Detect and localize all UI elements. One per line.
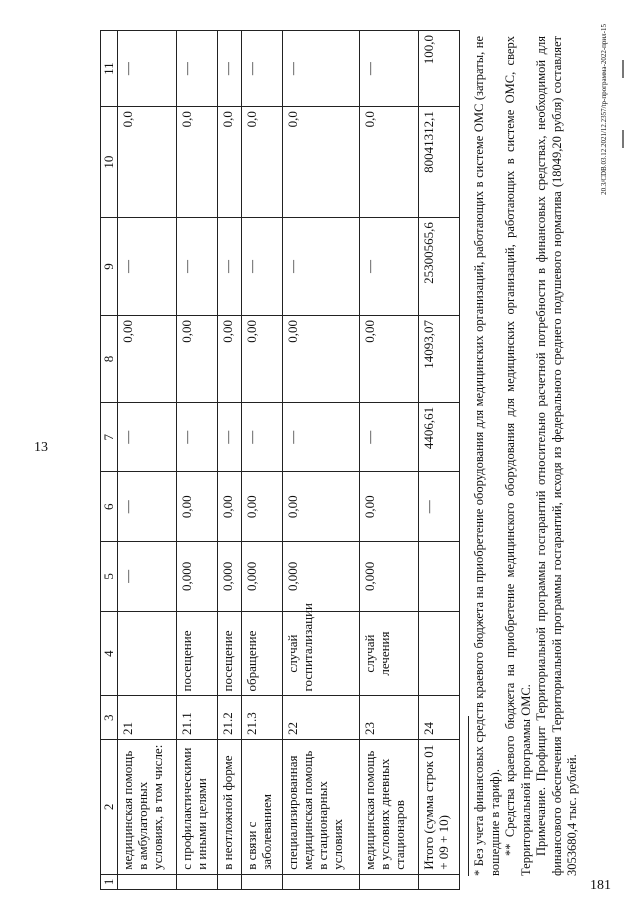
margin-mark: [622, 130, 624, 148]
value-cell: 0,00: [241, 315, 282, 402]
row-label: в неотложной форме: [218, 739, 242, 874]
data-table: [100, 30, 460, 890]
value-cell: —: [359, 402, 418, 472]
value-cell: —: [283, 402, 360, 472]
value-cell: 0,0: [176, 107, 217, 218]
value-cell: 0,000: [218, 542, 242, 612]
value-cell: [418, 542, 459, 612]
unit-cell: [418, 611, 459, 696]
unit-cell: [118, 611, 177, 696]
value-cell: 0,00: [176, 315, 217, 402]
value-cell: —: [218, 31, 242, 107]
value-cell: 14093,07: [418, 315, 459, 402]
value-cell: —: [218, 402, 242, 472]
header-cell: 6: [101, 472, 118, 542]
page-number-bottom: 181: [590, 878, 611, 893]
value-cell: —: [176, 31, 217, 107]
table-row: [241, 31, 282, 890]
header-cell: 8: [101, 315, 118, 402]
document-code: 20.3/CDB.03.12.2021/12.2357/tp-программа-2022-прил-15: [600, 24, 608, 195]
header-cell: 1: [101, 874, 118, 889]
header-cell: 5: [101, 542, 118, 612]
margin-mark: [622, 60, 624, 78]
value-cell: 4406,61: [418, 402, 459, 472]
value-cell: 0,00: [176, 472, 217, 542]
value-cell: —: [118, 402, 177, 472]
value-cell: —: [118, 472, 177, 542]
value-cell: —: [283, 218, 360, 316]
total-row: [418, 31, 459, 890]
unit-cell: обращение: [241, 611, 282, 696]
footnote-rule: [468, 716, 469, 876]
unit-cell: посещение: [218, 611, 242, 696]
value-cell: 0,000: [283, 542, 360, 612]
row-label: медицинская помощь в условиях дневных стационаров: [359, 739, 418, 874]
value-cell: 0,00: [283, 315, 360, 402]
value-cell: 0,00: [359, 315, 418, 402]
value-cell: 0,00: [218, 315, 242, 402]
value-cell: 0,000: [241, 542, 282, 612]
value-cell: —: [359, 218, 418, 316]
header-cell: 9: [101, 218, 118, 316]
value-cell: —: [359, 31, 418, 107]
table-row: [359, 31, 418, 890]
table-row: [283, 31, 360, 890]
value-cell: 0,0: [283, 107, 360, 218]
header-cell: 2: [101, 739, 118, 874]
value-cell: 0,00: [241, 472, 282, 542]
value-cell: 0,00: [118, 315, 177, 402]
table-row: [176, 31, 217, 890]
value-cell: —: [176, 218, 217, 316]
value-cell: —: [118, 542, 177, 612]
value-cell: —: [218, 218, 242, 316]
row-code: 23: [359, 696, 418, 739]
value-cell: 0,000: [176, 542, 217, 612]
unit-cell: случай госпитализации: [283, 611, 360, 696]
table-row: [118, 31, 177, 890]
unit-cell: случай лечения: [359, 611, 418, 696]
value-cell: —: [118, 31, 177, 107]
row-code: 24: [418, 696, 459, 739]
row-label: с профилактическими и иными целями: [176, 739, 217, 874]
table-row: [218, 31, 242, 890]
header-cell: 11: [101, 31, 118, 107]
unit-cell: посещение: [176, 611, 217, 696]
value-cell: —: [241, 218, 282, 316]
value-cell: 80041312,1: [418, 107, 459, 218]
value-cell: 0,000: [359, 542, 418, 612]
value-cell: 0,0: [218, 107, 242, 218]
value-cell: 0,0: [118, 107, 177, 218]
footnote: ** Средства краевого бюджета на приобретение медицинского оборудования для медицинских организаций, работающих в системе ОМС, сверх Территориальной программы ОМС.: [503, 36, 533, 876]
header-cell: 7: [101, 402, 118, 472]
header-cell: 10: [101, 107, 118, 218]
row-code: 22: [283, 696, 360, 739]
value-cell: 0,0: [241, 107, 282, 218]
value-cell: 0,00: [218, 472, 242, 542]
value-cell: 0,00: [359, 472, 418, 542]
footnotes: [472, 36, 581, 876]
value-cell: 25300565,6: [418, 218, 459, 316]
rotated-content: [100, 24, 620, 890]
value-cell: 0,00: [283, 472, 360, 542]
row-code: 21.1: [176, 696, 217, 739]
value-cell: —: [118, 218, 177, 316]
header-cell: 4: [101, 611, 118, 696]
value-cell: —: [418, 472, 459, 542]
value-cell: 0,0: [359, 107, 418, 218]
row-label: специализированная медицинская помощь в стационарных условиях: [283, 739, 360, 874]
value-cell: 100,0: [418, 31, 459, 107]
row-code: 21.2: [218, 696, 242, 739]
header-cell: 3: [101, 696, 118, 739]
row-code: 21.3: [241, 696, 282, 739]
row-label: в связи с заболеванием: [241, 739, 282, 874]
page-number-top: 13: [34, 440, 48, 455]
value-cell: —: [241, 31, 282, 107]
value-cell: —: [241, 402, 282, 472]
row-label: Итого (сумма строк 01 + 09 + 10): [418, 739, 459, 874]
value-cell: —: [176, 402, 217, 472]
note: Примечание. Профицит Территориальной программы госгарантий относительно расчетной потребности в финансовых средствах, необходимой для финансового обеспечения Территориальной программы госгарантий, исходя из федерального среднего подушевого норматива (18049,20 рубля) составляет 3053680,4 тыс. рублей.: [534, 36, 579, 876]
header-row: [101, 31, 118, 890]
footnote: * Без учета финансовых средств краевого бюджета на приобретение оборудования для медицинских организаций, работающих в системе ОМС (затраты, не вошедшие в тариф).: [472, 36, 502, 876]
value-cell: —: [283, 31, 360, 107]
row-label: медицинская помощь в амбулаторных условиях, в том числе:: [118, 739, 177, 874]
row-code: 21: [118, 696, 177, 739]
